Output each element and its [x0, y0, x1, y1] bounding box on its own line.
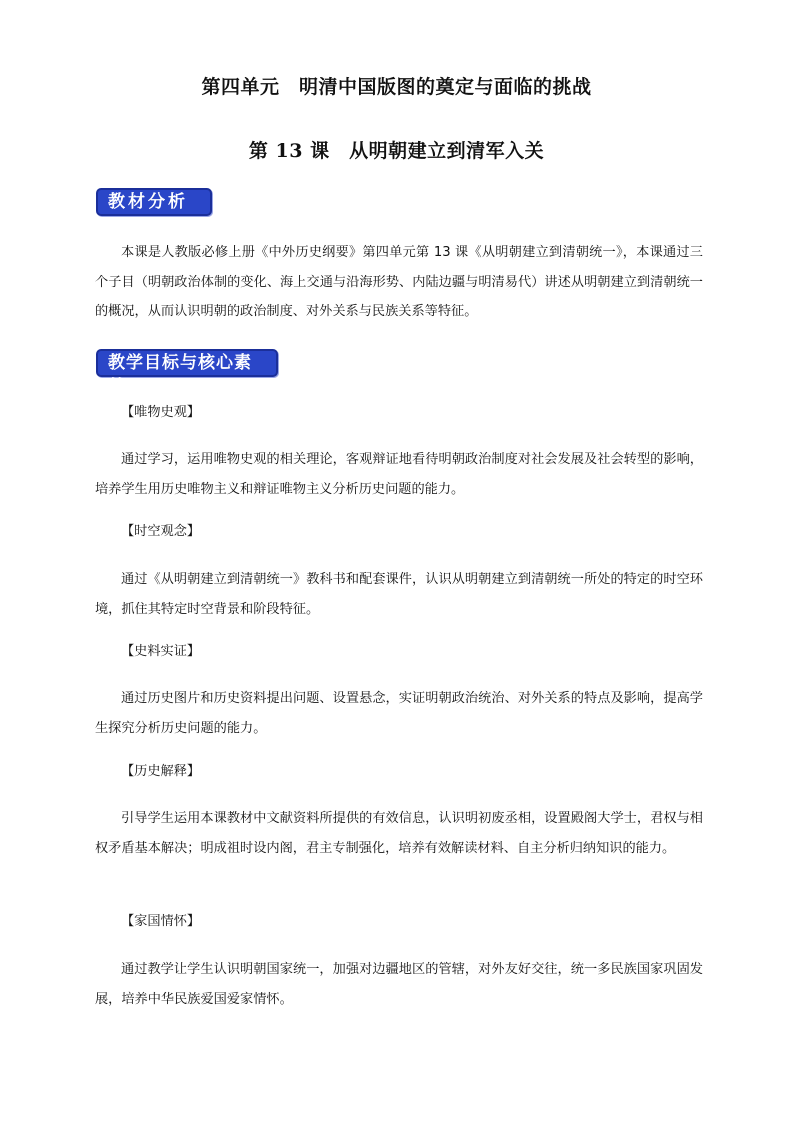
goal-paragraph-spacetime: 通过《从明朝建立到清朝统一》教科书和配套课件，认识从明朝建立到清朝统一所处的特定的时空环境，抓住其特定时空背景和阶段特征。 — [95, 572, 703, 617]
analysis-paragraph: 本课是人教版必修上册《中外历史纲要》第四单元第 13 课《从明朝建立到清朝统一》，本课通过三个子目（明朝政治体制的变化、海上交通与沿海形势、内陆边疆与明清易代）讲述从明朝建立到清朝统一的概况，从而认识明朝的政治制度、对外关系与民族关系等特征。 — [95, 245, 703, 319]
goal-paragraph-interpretation: 引导学生运用本课教材中文献资料所提供的有效信息，认识明初废丞相，设置殿阁大学士，君权与相权矛盾基本解决；明成祖时设内阁，君主专制强化，培养有效解读材料、自主分析归纳知识的能力。 — [95, 811, 703, 856]
goal-heading-evidence: 【史料实证】 — [121, 644, 201, 659]
unit-title: 第四单元 明清中国版图的奠定与面临的挑战 — [201, 76, 592, 98]
lesson-title: 第 13 课 从明朝建立到清军入关 — [248, 140, 545, 162]
goal-paragraph-patriotism: 通过教学让学生认识明朝国家统一，加强对边疆地区的管辖，对外友好交往，统一多民族国家巩固发展，培养中华民族爱国爱家情怀。 — [95, 962, 703, 1007]
goal-heading-spacetime: 【时空观念】 — [121, 524, 201, 539]
goal-paragraph-materialism: 通过学习，运用唯物史观的相关理论，客观辩证地看待明朝政治制度对社会发展及社会转型的影响，培养学生用历史唯物主义和辩证唯物主义分析历史问题的能力。 — [95, 452, 703, 497]
goal-heading-materialism: 【唯物史观】 — [121, 405, 201, 420]
section-tag-goals: 教学目标与核心素养 — [96, 349, 278, 377]
goal-heading-patriotism: 【家国情怀】 — [121, 914, 201, 929]
section-tag-analysis: 教材分析 — [96, 188, 212, 216]
goal-heading-interpretation: 【历史解释】 — [121, 764, 201, 779]
goal-paragraph-evidence: 通过历史图片和历史资料提出问题、设置悬念，实证明朝政治统治、对外关系的特点及影响，提高学生探究分析历史问题的能力。 — [95, 691, 703, 736]
